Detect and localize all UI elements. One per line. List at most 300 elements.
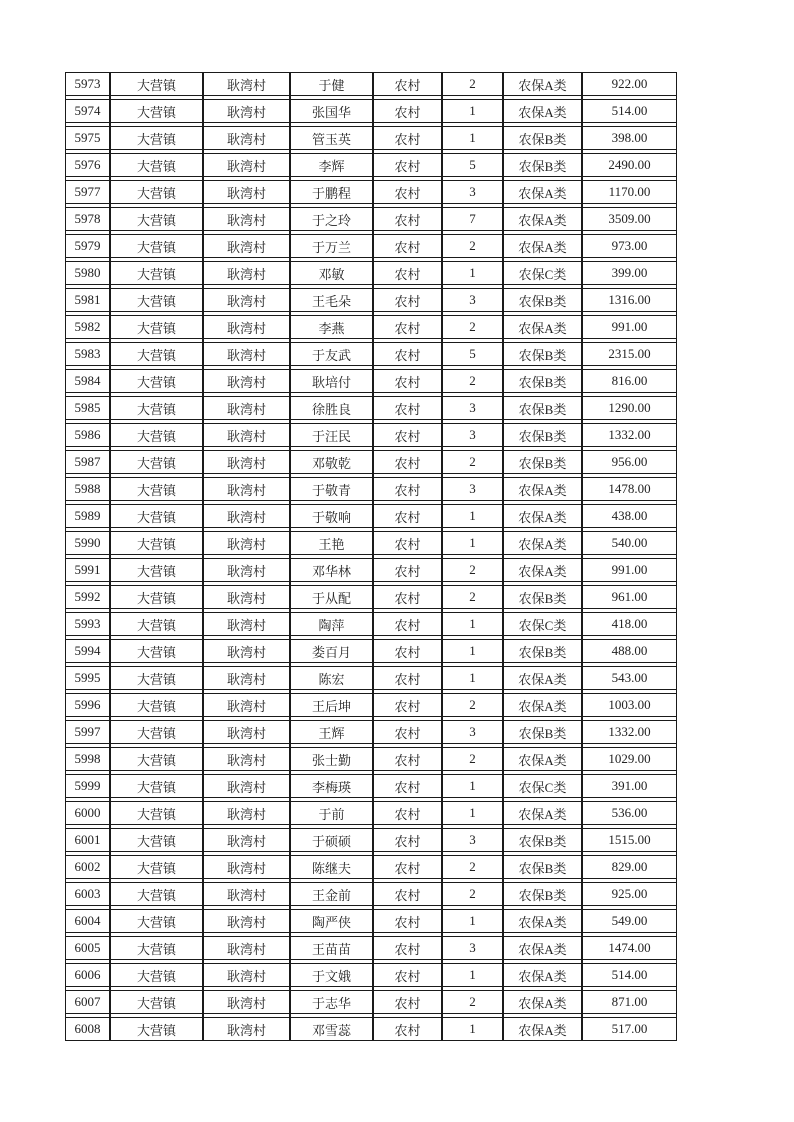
cell-person-name: 于友武 xyxy=(290,342,373,366)
cell-person-count: 3 xyxy=(442,477,503,501)
cell-village: 耿湾村 xyxy=(203,666,290,690)
cell-insurance-category: 农保A类 xyxy=(503,747,582,771)
cell-person-name: 徐胜良 xyxy=(290,396,373,420)
cell-village: 耿湾村 xyxy=(203,153,290,177)
cell-amount: 1332.00 xyxy=(582,720,677,744)
cell-person-count: 5 xyxy=(442,153,503,177)
cell-residence-type: 农村 xyxy=(373,261,442,285)
cell-residence-type: 农村 xyxy=(373,396,442,420)
cell-person-count: 3 xyxy=(442,423,503,447)
cell-person-name: 陶严侠 xyxy=(290,909,373,933)
cell-village: 耿湾村 xyxy=(203,936,290,960)
cell-village: 耿湾村 xyxy=(203,693,290,717)
cell-residence-type: 农村 xyxy=(373,126,442,150)
cell-person-name: 于前 xyxy=(290,801,373,825)
cell-insurance-category: 农保B类 xyxy=(503,828,582,852)
cell-serial-number: 5986 xyxy=(65,423,110,447)
cell-person-name: 于健 xyxy=(290,72,373,96)
cell-town: 大营镇 xyxy=(110,369,203,393)
cell-serial-number: 5984 xyxy=(65,369,110,393)
cell-person-name: 李燕 xyxy=(290,315,373,339)
cell-insurance-category: 农保B类 xyxy=(503,153,582,177)
table-row xyxy=(65,963,677,987)
cell-person-name: 陶萍 xyxy=(290,612,373,636)
cell-town: 大营镇 xyxy=(110,126,203,150)
cell-village: 耿湾村 xyxy=(203,612,290,636)
cell-insurance-category: 农保A类 xyxy=(503,99,582,123)
cell-town: 大营镇 xyxy=(110,342,203,366)
cell-person-name: 于敬青 xyxy=(290,477,373,501)
cell-serial-number: 6007 xyxy=(65,990,110,1014)
cell-town: 大营镇 xyxy=(110,774,203,798)
table-row xyxy=(65,936,677,960)
cell-village: 耿湾村 xyxy=(203,450,290,474)
cell-person-name: 邓敬乾 xyxy=(290,450,373,474)
cell-insurance-category: 农保B类 xyxy=(503,855,582,879)
cell-village: 耿湾村 xyxy=(203,315,290,339)
cell-serial-number: 6003 xyxy=(65,882,110,906)
cell-person-name: 耿培付 xyxy=(290,369,373,393)
table-row xyxy=(65,558,677,582)
cell-town: 大营镇 xyxy=(110,261,203,285)
cell-serial-number: 6001 xyxy=(65,828,110,852)
table-row xyxy=(65,720,677,744)
cell-insurance-category: 农保A类 xyxy=(503,72,582,96)
cell-residence-type: 农村 xyxy=(373,558,442,582)
cell-amount: 991.00 xyxy=(582,315,677,339)
cell-person-name: 王苗苗 xyxy=(290,936,373,960)
table-row xyxy=(65,585,677,609)
cell-person-name: 张国华 xyxy=(290,99,373,123)
cell-town: 大营镇 xyxy=(110,396,203,420)
cell-serial-number: 6000 xyxy=(65,801,110,825)
cell-person-count: 3 xyxy=(442,396,503,420)
cell-town: 大营镇 xyxy=(110,72,203,96)
cell-residence-type: 农村 xyxy=(373,585,442,609)
cell-amount: 536.00 xyxy=(582,801,677,825)
cell-amount: 438.00 xyxy=(582,504,677,528)
cell-village: 耿湾村 xyxy=(203,423,290,447)
cell-amount: 391.00 xyxy=(582,774,677,798)
table-row xyxy=(65,882,677,906)
cell-serial-number: 5992 xyxy=(65,585,110,609)
cell-residence-type: 农村 xyxy=(373,72,442,96)
cell-insurance-category: 农保A类 xyxy=(503,180,582,204)
cell-serial-number: 5988 xyxy=(65,477,110,501)
cell-residence-type: 农村 xyxy=(373,666,442,690)
cell-village: 耿湾村 xyxy=(203,720,290,744)
cell-residence-type: 农村 xyxy=(373,990,442,1014)
cell-insurance-category: 农保B类 xyxy=(503,396,582,420)
cell-person-count: 3 xyxy=(442,936,503,960)
cell-village: 耿湾村 xyxy=(203,288,290,312)
cell-town: 大营镇 xyxy=(110,963,203,987)
table-row xyxy=(65,450,677,474)
cell-residence-type: 农村 xyxy=(373,207,442,231)
cell-person-count: 3 xyxy=(442,288,503,312)
cell-residence-type: 农村 xyxy=(373,450,442,474)
cell-amount: 2315.00 xyxy=(582,342,677,366)
cell-person-name: 张士勤 xyxy=(290,747,373,771)
cell-serial-number: 5978 xyxy=(65,207,110,231)
cell-person-count: 2 xyxy=(442,693,503,717)
cell-amount: 961.00 xyxy=(582,585,677,609)
cell-person-count: 1 xyxy=(442,261,503,285)
table-row xyxy=(65,396,677,420)
cell-town: 大营镇 xyxy=(110,909,203,933)
cell-serial-number: 5975 xyxy=(65,126,110,150)
cell-residence-type: 农村 xyxy=(373,288,442,312)
cell-insurance-category: 农保A类 xyxy=(503,207,582,231)
cell-amount: 514.00 xyxy=(582,99,677,123)
cell-town: 大营镇 xyxy=(110,423,203,447)
table-row xyxy=(65,315,677,339)
cell-town: 大营镇 xyxy=(110,666,203,690)
cell-amount: 956.00 xyxy=(582,450,677,474)
table-row xyxy=(65,369,677,393)
cell-village: 耿湾村 xyxy=(203,126,290,150)
cell-serial-number: 5980 xyxy=(65,261,110,285)
cell-town: 大营镇 xyxy=(110,504,203,528)
cell-town: 大营镇 xyxy=(110,882,203,906)
cell-insurance-category: 农保B类 xyxy=(503,720,582,744)
cell-insurance-category: 农保B类 xyxy=(503,342,582,366)
cell-serial-number: 5987 xyxy=(65,450,110,474)
cell-village: 耿湾村 xyxy=(203,774,290,798)
cell-residence-type: 农村 xyxy=(373,936,442,960)
table-row xyxy=(65,855,677,879)
cell-person-name: 邓敏 xyxy=(290,261,373,285)
cell-village: 耿湾村 xyxy=(203,207,290,231)
cell-person-count: 2 xyxy=(442,369,503,393)
cell-insurance-category: 农保A类 xyxy=(503,558,582,582)
cell-serial-number: 5996 xyxy=(65,693,110,717)
cell-amount: 816.00 xyxy=(582,369,677,393)
cell-person-count: 1 xyxy=(442,531,503,555)
cell-village: 耿湾村 xyxy=(203,99,290,123)
cell-residence-type: 农村 xyxy=(373,477,442,501)
cell-amount: 398.00 xyxy=(582,126,677,150)
cell-amount: 1003.00 xyxy=(582,693,677,717)
cell-amount: 871.00 xyxy=(582,990,677,1014)
cell-serial-number: 5995 xyxy=(65,666,110,690)
cell-amount: 399.00 xyxy=(582,261,677,285)
cell-insurance-category: 农保A类 xyxy=(503,477,582,501)
cell-person-count: 1 xyxy=(442,801,503,825)
cell-person-name: 于文娥 xyxy=(290,963,373,987)
table-row xyxy=(65,72,677,96)
table-row xyxy=(65,180,677,204)
cell-town: 大营镇 xyxy=(110,720,203,744)
cell-residence-type: 农村 xyxy=(373,720,442,744)
cell-person-count: 5 xyxy=(442,342,503,366)
cell-residence-type: 农村 xyxy=(373,882,442,906)
cell-person-count: 3 xyxy=(442,828,503,852)
cell-residence-type: 农村 xyxy=(373,342,442,366)
table-row xyxy=(65,477,677,501)
cell-person-count: 1 xyxy=(442,909,503,933)
cell-person-count: 2 xyxy=(442,234,503,258)
table-row xyxy=(65,234,677,258)
cell-insurance-category: 农保B类 xyxy=(503,126,582,150)
cell-village: 耿湾村 xyxy=(203,882,290,906)
cell-village: 耿湾村 xyxy=(203,477,290,501)
table-row xyxy=(65,828,677,852)
cell-insurance-category: 农保A类 xyxy=(503,531,582,555)
cell-residence-type: 农村 xyxy=(373,774,442,798)
cell-village: 耿湾村 xyxy=(203,1017,290,1041)
cell-amount: 2490.00 xyxy=(582,153,677,177)
cell-serial-number: 5989 xyxy=(65,504,110,528)
cell-amount: 517.00 xyxy=(582,1017,677,1041)
cell-town: 大营镇 xyxy=(110,531,203,555)
table-row xyxy=(65,801,677,825)
cell-person-count: 2 xyxy=(442,990,503,1014)
cell-residence-type: 农村 xyxy=(373,531,442,555)
cell-residence-type: 农村 xyxy=(373,423,442,447)
cell-insurance-category: 农保B类 xyxy=(503,450,582,474)
table-row xyxy=(65,153,677,177)
cell-town: 大营镇 xyxy=(110,828,203,852)
cell-town: 大营镇 xyxy=(110,693,203,717)
cell-village: 耿湾村 xyxy=(203,639,290,663)
cell-insurance-category: 农保B类 xyxy=(503,882,582,906)
cell-serial-number: 6006 xyxy=(65,963,110,987)
cell-serial-number: 5974 xyxy=(65,99,110,123)
table-row xyxy=(65,99,677,123)
table-row xyxy=(65,342,677,366)
cell-town: 大营镇 xyxy=(110,234,203,258)
cell-serial-number: 5983 xyxy=(65,342,110,366)
cell-village: 耿湾村 xyxy=(203,72,290,96)
cell-person-count: 2 xyxy=(442,882,503,906)
cell-person-name: 王金前 xyxy=(290,882,373,906)
cell-town: 大营镇 xyxy=(110,288,203,312)
cell-residence-type: 农村 xyxy=(373,963,442,987)
cell-town: 大营镇 xyxy=(110,207,203,231)
cell-person-name: 于志华 xyxy=(290,990,373,1014)
table-row xyxy=(65,531,677,555)
cell-village: 耿湾村 xyxy=(203,504,290,528)
cell-serial-number: 6008 xyxy=(65,1017,110,1041)
cell-serial-number: 5998 xyxy=(65,747,110,771)
cell-amount: 991.00 xyxy=(582,558,677,582)
cell-town: 大营镇 xyxy=(110,450,203,474)
cell-serial-number: 5994 xyxy=(65,639,110,663)
cell-town: 大营镇 xyxy=(110,558,203,582)
cell-person-count: 7 xyxy=(442,207,503,231)
cell-person-count: 3 xyxy=(442,720,503,744)
cell-insurance-category: 农保A类 xyxy=(503,693,582,717)
cell-village: 耿湾村 xyxy=(203,828,290,852)
table-row xyxy=(65,261,677,285)
cell-serial-number: 5985 xyxy=(65,396,110,420)
cell-village: 耿湾村 xyxy=(203,531,290,555)
cell-town: 大营镇 xyxy=(110,612,203,636)
cell-amount: 488.00 xyxy=(582,639,677,663)
cell-person-name: 王毛朵 xyxy=(290,288,373,312)
cell-person-count: 2 xyxy=(442,315,503,339)
cell-person-count: 1 xyxy=(442,126,503,150)
cell-village: 耿湾村 xyxy=(203,261,290,285)
cell-insurance-category: 农保B类 xyxy=(503,369,582,393)
cell-village: 耿湾村 xyxy=(203,396,290,420)
table-row xyxy=(65,504,677,528)
cell-serial-number: 5979 xyxy=(65,234,110,258)
cell-residence-type: 农村 xyxy=(373,612,442,636)
cell-village: 耿湾村 xyxy=(203,585,290,609)
cell-serial-number: 5976 xyxy=(65,153,110,177)
cell-person-count: 2 xyxy=(442,747,503,771)
cell-village: 耿湾村 xyxy=(203,180,290,204)
cell-insurance-category: 农保A类 xyxy=(503,963,582,987)
cell-person-count: 1 xyxy=(442,666,503,690)
cell-amount: 418.00 xyxy=(582,612,677,636)
cell-town: 大营镇 xyxy=(110,1017,203,1041)
cell-insurance-category: 农保A类 xyxy=(503,909,582,933)
table-row xyxy=(65,666,677,690)
cell-person-count: 1 xyxy=(442,504,503,528)
cell-residence-type: 农村 xyxy=(373,315,442,339)
cell-amount: 1029.00 xyxy=(582,747,677,771)
cell-amount: 540.00 xyxy=(582,531,677,555)
cell-insurance-category: 农保B类 xyxy=(503,288,582,312)
table-row xyxy=(65,747,677,771)
cell-town: 大营镇 xyxy=(110,936,203,960)
cell-person-name: 王艳 xyxy=(290,531,373,555)
cell-amount: 514.00 xyxy=(582,963,677,987)
cell-amount: 1478.00 xyxy=(582,477,677,501)
cell-insurance-category: 农保A类 xyxy=(503,990,582,1014)
cell-residence-type: 农村 xyxy=(373,909,442,933)
cell-insurance-category: 农保A类 xyxy=(503,315,582,339)
cell-amount: 1474.00 xyxy=(582,936,677,960)
table-row xyxy=(65,423,677,447)
cell-person-name: 于鹏程 xyxy=(290,180,373,204)
cell-residence-type: 农村 xyxy=(373,855,442,879)
cell-residence-type: 农村 xyxy=(373,801,442,825)
cell-person-name: 娄百月 xyxy=(290,639,373,663)
cell-person-count: 1 xyxy=(442,99,503,123)
cell-village: 耿湾村 xyxy=(203,801,290,825)
cell-person-count: 1 xyxy=(442,963,503,987)
cell-person-name: 邓雪蕊 xyxy=(290,1017,373,1041)
cell-residence-type: 农村 xyxy=(373,747,442,771)
cell-amount: 922.00 xyxy=(582,72,677,96)
cell-serial-number: 5999 xyxy=(65,774,110,798)
cell-town: 大营镇 xyxy=(110,315,203,339)
cell-person-count: 2 xyxy=(442,72,503,96)
cell-person-count: 2 xyxy=(442,585,503,609)
cell-residence-type: 农村 xyxy=(373,828,442,852)
cell-person-count: 3 xyxy=(442,180,503,204)
cell-village: 耿湾村 xyxy=(203,369,290,393)
cell-person-count: 2 xyxy=(442,558,503,582)
cell-amount: 973.00 xyxy=(582,234,677,258)
cell-village: 耿湾村 xyxy=(203,747,290,771)
cell-person-name: 王辉 xyxy=(290,720,373,744)
cell-serial-number: 5990 xyxy=(65,531,110,555)
cell-serial-number: 6004 xyxy=(65,909,110,933)
cell-amount: 925.00 xyxy=(582,882,677,906)
cell-person-count: 2 xyxy=(442,855,503,879)
cell-person-count: 2 xyxy=(442,450,503,474)
cell-town: 大营镇 xyxy=(110,747,203,771)
cell-village: 耿湾村 xyxy=(203,558,290,582)
cell-serial-number: 5981 xyxy=(65,288,110,312)
cell-town: 大营镇 xyxy=(110,477,203,501)
cell-insurance-category: 农保A类 xyxy=(503,1017,582,1041)
table-row xyxy=(65,693,677,717)
cell-person-name: 管玉英 xyxy=(290,126,373,150)
cell-town: 大营镇 xyxy=(110,99,203,123)
cell-residence-type: 农村 xyxy=(373,369,442,393)
cell-person-count: 1 xyxy=(442,1017,503,1041)
cell-person-count: 1 xyxy=(442,612,503,636)
cell-person-name: 陈继夫 xyxy=(290,855,373,879)
table-row xyxy=(65,909,677,933)
cell-residence-type: 农村 xyxy=(373,180,442,204)
cell-amount: 3509.00 xyxy=(582,207,677,231)
cell-insurance-category: 农保C类 xyxy=(503,612,582,636)
table-row xyxy=(65,1017,677,1041)
cell-residence-type: 农村 xyxy=(373,1017,442,1041)
cell-town: 大营镇 xyxy=(110,153,203,177)
cell-insurance-category: 农保C类 xyxy=(503,261,582,285)
table-row xyxy=(65,639,677,663)
cell-insurance-category: 农保A类 xyxy=(503,504,582,528)
table-row xyxy=(65,288,677,312)
cell-amount: 1290.00 xyxy=(582,396,677,420)
table-row xyxy=(65,774,677,798)
cell-person-count: 1 xyxy=(442,639,503,663)
cell-town: 大营镇 xyxy=(110,585,203,609)
cell-insurance-category: 农保A类 xyxy=(503,234,582,258)
cell-village: 耿湾村 xyxy=(203,963,290,987)
table-row xyxy=(65,126,677,150)
cell-person-name: 李梅瑛 xyxy=(290,774,373,798)
cell-serial-number: 5977 xyxy=(65,180,110,204)
cell-village: 耿湾村 xyxy=(203,342,290,366)
cell-amount: 829.00 xyxy=(582,855,677,879)
cell-person-name: 于硕硕 xyxy=(290,828,373,852)
cell-insurance-category: 农保B类 xyxy=(503,585,582,609)
cell-person-name: 李辉 xyxy=(290,153,373,177)
cell-amount: 1515.00 xyxy=(582,828,677,852)
cell-village: 耿湾村 xyxy=(203,990,290,1014)
cell-insurance-category: 农保A类 xyxy=(503,801,582,825)
cell-person-name: 陈宏 xyxy=(290,666,373,690)
cell-village: 耿湾村 xyxy=(203,855,290,879)
table-row xyxy=(65,990,677,1014)
cell-amount: 543.00 xyxy=(582,666,677,690)
cell-village: 耿湾村 xyxy=(203,909,290,933)
cell-insurance-category: 农保A类 xyxy=(503,666,582,690)
payment-roster-table xyxy=(65,69,677,1044)
cell-residence-type: 农村 xyxy=(373,234,442,258)
cell-person-name: 王后坤 xyxy=(290,693,373,717)
roster-body xyxy=(65,72,677,1041)
cell-person-name: 于汪民 xyxy=(290,423,373,447)
cell-serial-number: 5997 xyxy=(65,720,110,744)
cell-residence-type: 农村 xyxy=(373,639,442,663)
cell-person-name: 于之玲 xyxy=(290,207,373,231)
cell-residence-type: 农村 xyxy=(373,693,442,717)
cell-amount: 1332.00 xyxy=(582,423,677,447)
table-row xyxy=(65,612,677,636)
cell-village: 耿湾村 xyxy=(203,234,290,258)
cell-town: 大营镇 xyxy=(110,990,203,1014)
